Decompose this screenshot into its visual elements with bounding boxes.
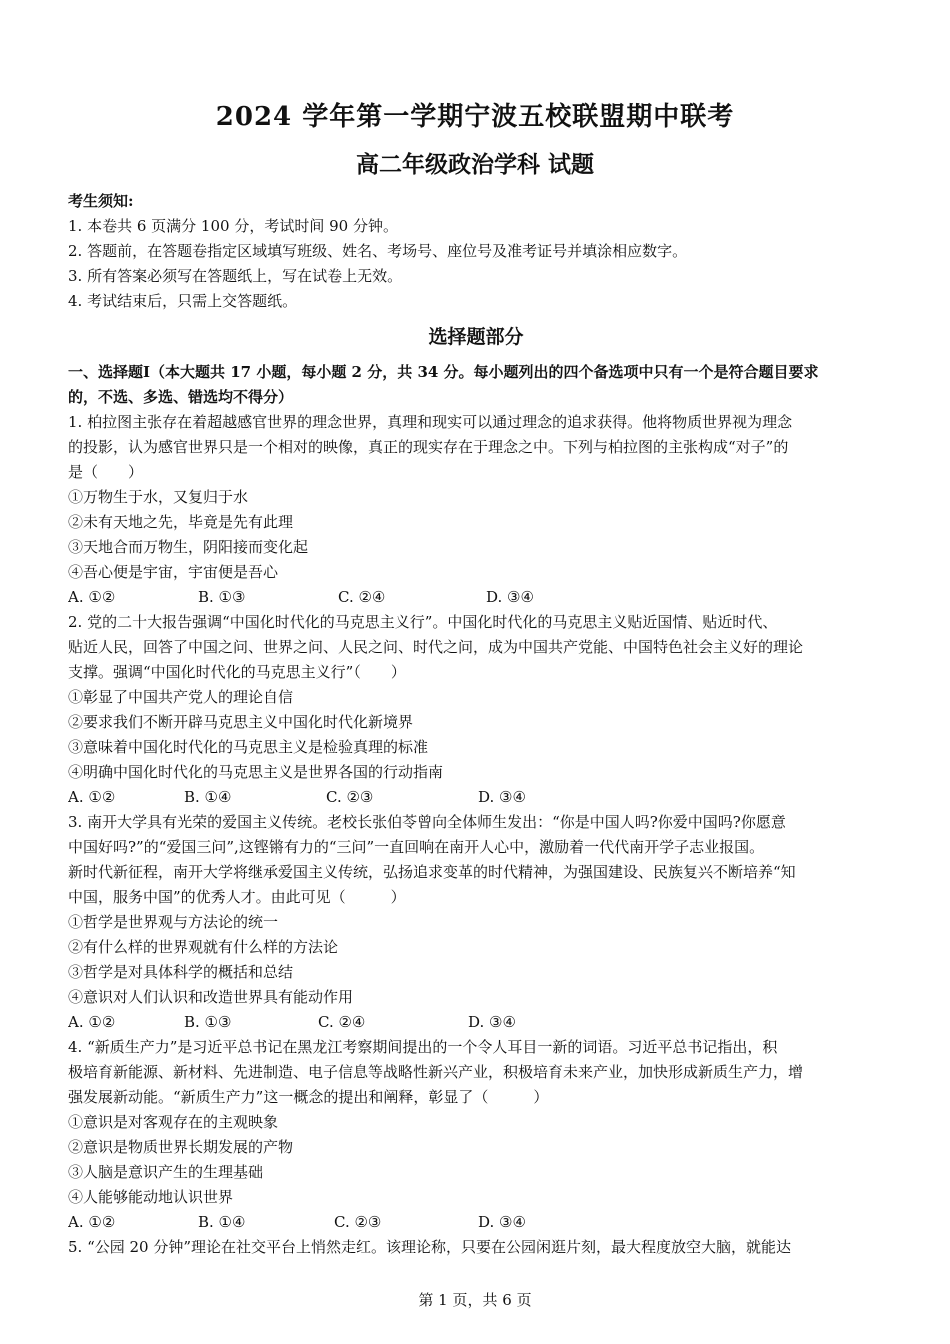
option-b: B. ①④: [184, 788, 232, 806]
exam-title: 2024 学年第一学期宁波五校联盟期中联考: [215, 102, 735, 132]
option-a: A. ①②: [68, 1013, 116, 1031]
option-b: B. ①③: [184, 1013, 232, 1031]
option-c: C. ②③: [326, 788, 374, 806]
option-b: B. ①③: [198, 588, 246, 606]
statement: ②未有天地之先，毕竟是先有此理: [68, 513, 294, 531]
notice-item: 3. 所有答案必须写在答题纸上，写在试卷上无效。: [68, 267, 403, 285]
question-stem: 4. “新质生产力”是习近平总书记在黑龙江考察期间提出的一个令人耳目一新的词语。习近平总书记指出，积: [68, 1038, 778, 1056]
option-c: C. ②③: [334, 1213, 382, 1231]
question-stem: 2. 党的二十大报告强调“中国化时代化的马克思主义行”。中国化时代化的马克思主义贴近国情、贴近时代、: [68, 613, 778, 631]
question-3: [68, 810, 884, 1035]
option-d: D. ③④: [468, 1013, 516, 1031]
answer-options: [68, 1210, 884, 1235]
question-stem: 中国好吗?”的“爱国三问”,这铿锵有力的“三问”一直回响在南开人心中，激励着一代代南开学子志业报国。: [68, 838, 765, 856]
statement: ②要求我们不断开辟马克思主义中国化时代化新境界: [68, 713, 414, 731]
statement: ③意味着中国化时代化的马克思主义是检验真理的标准: [68, 738, 429, 756]
statement: ④意识对人们认识和改造世界具有能动作用: [68, 988, 354, 1006]
part-instruction: 的，不选、多选、错选均不得分）: [68, 388, 294, 406]
statement: ③天地合而万物生，阴阳接而变化起: [68, 538, 309, 556]
notice-item: 2. 答题前，在答题卷指定区域填写班级、姓名、考场号、座位号及准考证号并填涂相应数字。: [68, 242, 688, 260]
statement: ①意识是对客观存在的主观映象: [68, 1113, 279, 1131]
notice-heading: 考生须知:: [68, 192, 134, 210]
option-d: D. ③④: [486, 588, 534, 606]
notice-item: 1. 本卷共 6 页满分 100 分，考试时间 90 分钟。: [68, 217, 398, 235]
notice-item: 4. 考试结束后，只需上交答题纸。: [68, 292, 298, 310]
page-number: 第 1 页，共 6 页: [418, 1291, 532, 1309]
section-title: 选择题部分: [428, 326, 524, 348]
statement: ②有什么样的世界观就有什么样的方法论: [68, 938, 339, 956]
question-2: [68, 610, 884, 810]
question-5: [68, 1235, 884, 1260]
answer-options: [68, 1010, 884, 1035]
exam-subtitle: 高二年级政治学科 试题: [355, 151, 594, 178]
statement: ①万物生于水，又复归于水: [68, 488, 249, 506]
option-d: D. ③④: [478, 788, 526, 806]
option-b: B. ①④: [198, 1213, 246, 1231]
statement: ①哲学是世界观与方法论的统一: [68, 913, 279, 931]
question-stem: 3. 南开大学具有光荣的爱国主义传统。老校长张伯苓曾向全体师生发出：“你是中国人吗?你爱中国吗?你愿意: [68, 813, 786, 831]
exam-body: [68, 189, 884, 1260]
answer-options: [68, 785, 884, 810]
answer-options: [68, 585, 884, 610]
option-a: A. ①②: [68, 1213, 116, 1231]
question-4: [68, 1035, 884, 1235]
statement: ②意识是物质世界长期发展的产物: [68, 1138, 294, 1156]
option-a: A. ①②: [68, 788, 116, 806]
question-stem: 5. “公园 20 分钟”理论在社交平台上悄然走红。该理论称，只要在公园闲逛片刻，最大程度放空大脑，就能达: [68, 1238, 792, 1256]
statement: ④吾心便是宇宙，宇宙便是吾心: [68, 563, 279, 581]
question-stem: 的投影，认为感官世界只是一个相对的映像，真正的现实存在于理念之中。下列与柏拉图的主张构成“对子”的: [68, 438, 789, 456]
question-stem: 支撑。强调“中国化时代化的马克思主义行”（ ）: [68, 663, 406, 681]
question-stem: 1. 柏拉图主张存在着超越感官世界的理念世界，真理和现实可以通过理念的追求获得。他将物质世界视为理念: [68, 413, 793, 431]
statement: ④人能够能动地认识世界: [68, 1188, 234, 1206]
question-stem: 极培育新能源、新材料、先进制造、电子信息等战略性新兴产业，积极培育未来产业，加快形成新质生产力，增: [68, 1063, 804, 1081]
statement: ①彰显了中国共产党人的理论自信: [68, 688, 294, 706]
statement: ④明确中国化时代化的马克思主义是世界各国的行动指南: [68, 763, 444, 781]
statement: ③人脑是意识产生的生理基础: [68, 1163, 264, 1181]
option-a: A. ①②: [68, 588, 116, 606]
question-stem: 新时代新征程，南开大学将继承爱国主义传统，弘扬追求变革的时代精神，为强国建设、民族复兴不断培养“知: [68, 863, 796, 881]
option-c: C. ②④: [318, 1013, 366, 1031]
question-stem: 中国，服务中国”的优秀人才。由此可见（ ）: [68, 888, 406, 906]
statement: ③哲学是对具体科学的概括和总结: [68, 963, 294, 981]
option-d: D. ③④: [478, 1213, 526, 1231]
question-stem: 是（ ）: [68, 463, 144, 481]
question-stem: 强发展新动能。“新质生产力”这一概念的提出和阐释，彰显了（ ）: [68, 1088, 549, 1106]
part-instruction: 一、选择题Ⅰ（本大题共 17 小题，每小题 2 分，共 34 分。每小题列出的四个备选项中只有一个是符合题目要求: [68, 363, 819, 381]
question-stem: 贴近人民，回答了中国之问、世界之问、人民之问、时代之问，成为中国共产党能、中国特色社会主义好的理论: [68, 638, 804, 656]
option-c: C. ②④: [338, 588, 386, 606]
question-1: [68, 410, 884, 610]
